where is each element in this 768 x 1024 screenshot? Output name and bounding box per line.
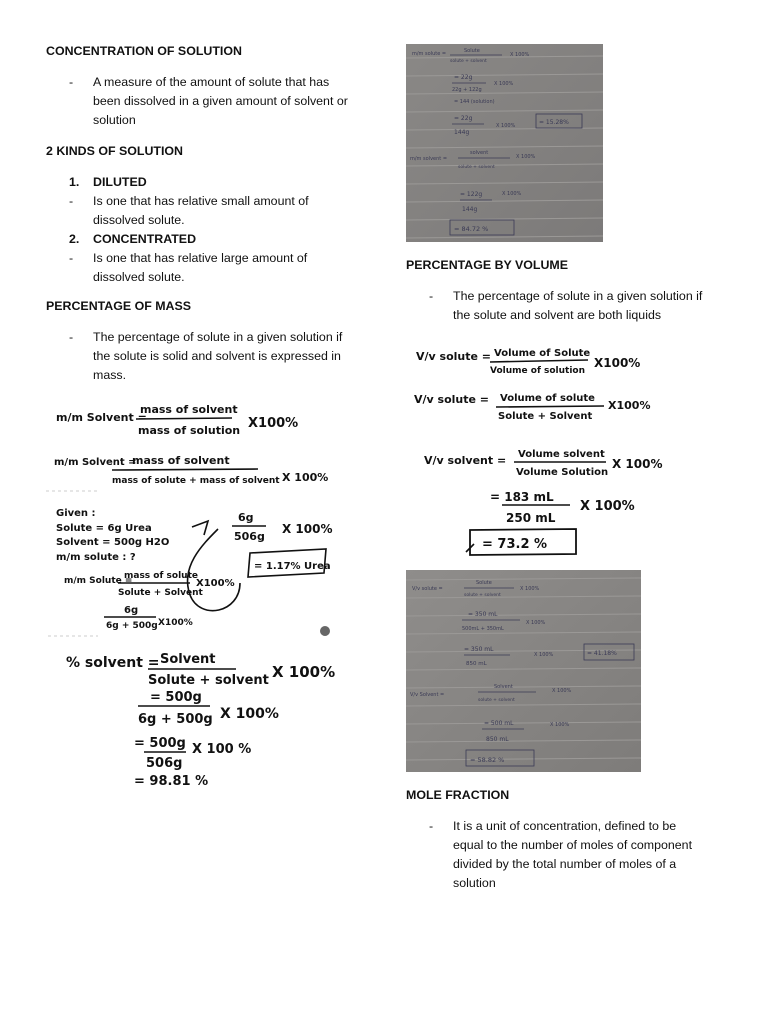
pen-l3-result: = 41.18% <box>587 650 617 657</box>
notebook-photo-volume <box>406 570 641 772</box>
pen-l3-mult: X 100% <box>496 123 516 129</box>
pen-l4-num: solvent <box>470 150 489 156</box>
hw-given-title: Given : <box>56 508 96 519</box>
hw-v4-num: = 183 mL <box>490 490 554 504</box>
hw-v1-num: Volume of Solute <box>494 348 591 359</box>
pen-l5-den: 850 mL <box>486 736 509 743</box>
kind-item-diluted <box>69 173 379 192</box>
pen-l5-num: = 122g <box>460 191 483 198</box>
item-number: 1. <box>69 175 80 189</box>
pen-l6-result: = 58.82 % <box>470 756 505 764</box>
pen-l1-num: Solute <box>464 48 480 54</box>
hw-eq3-mult2: X100% <box>158 618 193 628</box>
notebook-photo-mass-svg <box>406 44 603 242</box>
mass-heading: PERCENTAGE OF MASS <box>46 299 192 313</box>
hw-v5-result: = 73.2 % <box>482 537 548 552</box>
hw-eq3-num2: 6g <box>124 605 139 616</box>
bullet-line: the solute is solid and solvent is expressed in <box>93 349 341 363</box>
hw-fraction-bar <box>136 418 232 419</box>
kinds-heading: 2 KINDS OF SOLUTION <box>46 144 183 158</box>
hw-v1-lhs: V/v solute = <box>416 350 492 363</box>
hw-v2-mult: X100% <box>608 399 651 412</box>
bullet-dash: - <box>429 289 434 303</box>
bullet-line: mass. <box>93 368 127 382</box>
pen-l1-den: solute + solvent <box>464 593 501 598</box>
pen-l5-mult: X 100% <box>550 722 570 728</box>
bullet-line: been dissolved in a given amount of solvent or <box>93 94 348 108</box>
hw-eq4-step2-mult: X 100 % <box>192 742 252 757</box>
pen-l2-num: = 22g <box>454 74 473 81</box>
pen-l3-result: = 15.28% <box>539 119 569 126</box>
hw-fraction-bar <box>112 469 258 470</box>
item-label: DILUTED <box>93 175 147 189</box>
hw-v3-num: Volume solvent <box>518 449 605 460</box>
pen-l4-lhs: V/v Solvent = <box>410 692 445 698</box>
pen-l3-num: = 350 mL <box>464 646 494 653</box>
hw-eq4-mult: X 100% <box>272 663 336 681</box>
hw-eq1-num: mass of solvent <box>140 403 238 416</box>
hw-eq4-den: Solute + solvent <box>148 673 269 688</box>
bullet-line: The percentage of solute in a given solution if <box>93 330 343 344</box>
hw-eq3-mult: X100% <box>196 578 235 589</box>
hw-side-result: = 1.17% Urea <box>254 561 331 572</box>
pen-l1-mult: X 100% <box>520 586 540 592</box>
pen-l4-den: solute + solvent <box>478 698 515 703</box>
hw-eq3-den2: 6g + 500g <box>106 621 158 631</box>
bullet-dot-mark <box>320 626 330 636</box>
bullet-dash: - <box>69 330 74 344</box>
bullet-line: dissolved solute. <box>93 213 185 227</box>
hw-eq3-num: mass of solute <box>124 571 198 581</box>
bullet-line: solution <box>453 876 496 890</box>
pen-l6-result: = 84.72 % <box>454 225 489 233</box>
mole-bullet <box>429 817 739 893</box>
pen-l5-mult: X 100% <box>502 191 522 197</box>
hw-side-num: 6g <box>238 511 254 524</box>
hw-eq2-lhs: m/m Solvent = <box>54 457 137 468</box>
item-number: 2. <box>69 232 80 246</box>
pen-l1-num: Solute <box>476 580 492 586</box>
diluted-description <box>69 192 379 230</box>
pen-l3-den: 850 mL <box>466 661 487 667</box>
pen-l1-den: solute + solvent <box>450 59 487 64</box>
notebook-photo-mass <box>406 44 603 242</box>
hw-v1-mult: X100% <box>594 356 641 370</box>
pen-l2-mult: X 100% <box>526 620 546 626</box>
hw-fraction-bar <box>496 406 604 407</box>
bullet-line: Is one that has relative large amount of <box>93 251 308 265</box>
bullet-dash: - <box>69 251 74 265</box>
pen-l1-lhs: V/v solute = <box>412 586 443 592</box>
hw-eq4-num: Solvent <box>160 652 216 667</box>
hw-v4-den: 250 mL <box>506 511 556 525</box>
hw-v2-den: Solute + Solvent <box>498 411 593 422</box>
hw-given-solvent: Solvent = 500g H2O <box>56 537 170 548</box>
hw-eq4-step1-den: 6g + 500g <box>138 712 213 727</box>
hw-eq2-mult: X 100% <box>282 471 329 484</box>
hw-eq4-step2-num: = 500g <box>134 736 186 751</box>
bullet-line: solution <box>93 113 136 127</box>
hw-v2-num: Volume of solute <box>500 393 595 404</box>
pen-l3-num: = 22g <box>454 115 473 122</box>
kinds-list <box>69 173 379 287</box>
pen-l2-note: = 144 (solution) <box>454 99 495 105</box>
bullet-line: the solute and solvent are both liquids <box>453 308 662 322</box>
hw-eq4-step2-den: 506g <box>146 756 183 771</box>
bullet-dash: - <box>69 75 74 89</box>
hw-eq2-num: mass of solvent <box>132 454 230 467</box>
hw-eq3-den: Solute + Solvent <box>118 588 203 598</box>
hw-eq1-lhs: m/m Solvent = <box>56 411 147 424</box>
volume-heading: PERCENTAGE BY VOLUME <box>406 258 569 272</box>
hw-fraction-bar <box>490 360 588 362</box>
pen-l5-num: = 500 mL <box>484 720 514 727</box>
hw-eq1-mult: X100% <box>248 416 299 431</box>
bullet-line: Is one that has relative small amount of <box>93 194 309 208</box>
hw-eq1-den: mass of solution <box>138 424 241 437</box>
hw-eq4-lhs: % solvent = <box>66 655 160 671</box>
kind-item-concentrated <box>69 230 379 249</box>
bullet-line: A measure of the amount of solute that has <box>93 75 330 89</box>
bullet-line: divided by the total number of moles of a <box>453 857 677 871</box>
bullet-dash: - <box>429 819 434 833</box>
hw-v1-den: Volume of solution <box>490 366 586 376</box>
volume-bullet <box>429 287 749 325</box>
bullet-dash: - <box>69 194 74 208</box>
hw-given-solute: Solute = 6g Urea <box>56 523 152 534</box>
pen-l4-lhs: m/m solvent = <box>410 156 448 162</box>
pen-l2-num: = 350 mL <box>468 611 498 618</box>
pen-l2-mult: X 100% <box>494 81 514 87</box>
hw-v3-den: Volume Solution <box>516 467 609 478</box>
hw-side-mult: X 100% <box>282 522 333 536</box>
pen-l2-den: 22g + 122g <box>452 87 482 93</box>
hw-given-ask: m/m solute : ? <box>56 552 136 563</box>
hw-side-den: 506g <box>234 530 265 543</box>
item-label: CONCENTRATED <box>93 232 197 246</box>
pen-l1-mult: X 100% <box>510 52 530 58</box>
concentration-bullet <box>69 73 379 130</box>
hw-v3-mult: X 100% <box>612 457 663 471</box>
pen-l1-lhs: m/m solute = <box>412 51 447 57</box>
pen-l4-den: solute + solvent <box>458 165 495 170</box>
pen-l3-den: 144g <box>454 129 470 136</box>
bullet-line: The percentage of solute in a given solution if <box>453 289 703 303</box>
hw-v2-lhs: V/v solute = <box>414 393 490 406</box>
hw-v3-lhs: V/v solvent = <box>424 454 507 467</box>
hw-curved-arrow <box>187 529 240 611</box>
concentrated-description <box>69 249 379 287</box>
pen-l5-den: 144g <box>462 206 478 213</box>
bullet-line: dissolved solute. <box>93 270 185 284</box>
pen-l4-num: Solvent <box>494 684 513 690</box>
bullet-line: It is a unit of concentration, defined to be <box>453 819 677 833</box>
mass-bullet <box>69 328 379 385</box>
hw-eq4-step1: = 500g <box>150 690 202 705</box>
mass-handwritten-work <box>40 395 370 795</box>
volume-handwritten-work <box>406 330 706 560</box>
hw-eq4-step1-mult: X 100% <box>220 706 279 722</box>
hw-eq4-result: = 98.81 % <box>134 774 209 789</box>
pen-l2-den: 500mL + 350mL <box>462 626 504 632</box>
hw-v4-mult: X 100% <box>580 499 635 514</box>
pen-l4-mult: X 100% <box>552 688 572 694</box>
hw-eq3-lhs: m/m Solute = <box>64 576 133 586</box>
bullet-line: equal to the number of moles of component <box>453 838 693 852</box>
hw-arrowhead <box>192 521 208 535</box>
notebook-photo-volume-svg <box>406 570 641 772</box>
mole-heading: MOLE FRACTION <box>406 788 510 802</box>
pen-l4-mult: X 100% <box>516 154 536 160</box>
hw-eq2-den: mass of solute + mass of solvent <box>112 476 280 486</box>
pen-l3-mult: X 100% <box>534 652 554 658</box>
concentration-heading: CONCENTRATION OF SOLUTION <box>46 44 242 58</box>
